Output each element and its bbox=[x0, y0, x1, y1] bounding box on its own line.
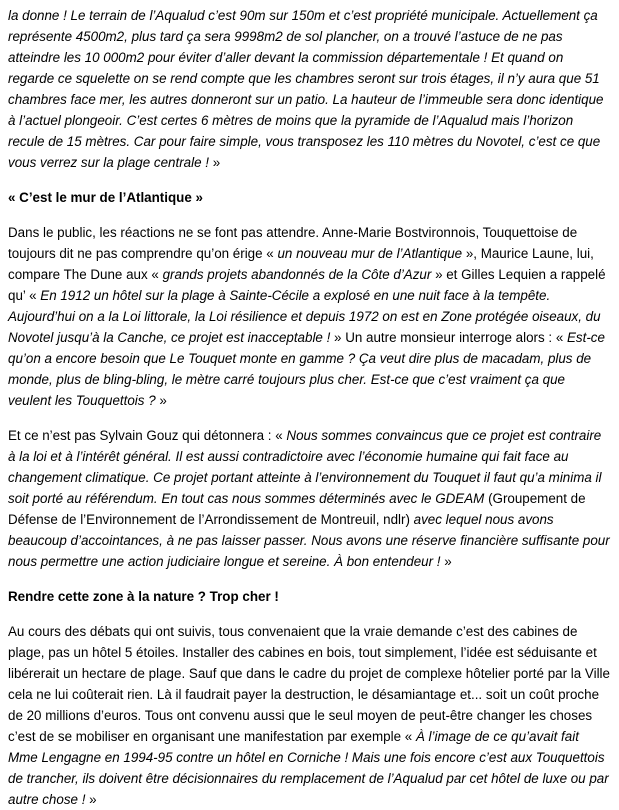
section-heading-1: « C’est le mur de l’Atlantique » bbox=[8, 190, 203, 205]
quote-text: En 1912 un hôtel sur la plage à Sainte-Cécile a explosé en une nuit face à la tempête. Aujourd’hui on a la Loi littorale, la Loi résilience et depuis 1972 on est en Zone protégée oiseaux, du Novotel jusqu’à la Canche, ce projet est inacceptable ! bbox=[8, 288, 601, 345]
paragraph-4 bbox=[8, 621, 611, 810]
text-span: » bbox=[155, 393, 167, 408]
paragraph-2 bbox=[8, 222, 611, 411]
section-heading-2: Rendre cette zone à la nature ? Trop cher ! bbox=[8, 589, 279, 604]
quote-text: grands projets abandonnés de la Côte d’Azur bbox=[162, 267, 432, 282]
paragraph-1 bbox=[8, 5, 611, 173]
quote-text: À l’image de ce qu’avait fait Mme Lengagne en 1994-95 contre un hôtel en Corniche ! Mais une fois encore c’est aux Touquettois de trancher, ils doivent être décisionnaires du remplacement de l’Aqualud par cet hôtel de luxe ou par autre chose ! bbox=[8, 729, 609, 807]
quote-close: » bbox=[208, 155, 221, 170]
quote-text: Est-ce qu’on a encore besoin que Le Touquet monte en gamme ? Ça veut dire plus de macadam, plus de monde, plus de bling-bling, le mètre carré toujours plus cher. Est-ce que c’est vraiment ça que veulent les Touquettois ? bbox=[8, 330, 605, 408]
quote-text: avec lequel nous avons beaucoup d’accointances, à ne pas laisser passer. Nous avons une réserve financière suffisante pour nous permettre une action judiciaire longue et sereine. À bon entendeur ! bbox=[8, 512, 610, 569]
text-span: » et Gilles Lequien a rappelé qu’ « bbox=[8, 267, 606, 303]
text-span: » bbox=[85, 792, 97, 807]
text-span: Et ce n’est pas Sylvain Gouz qui détonnera : « bbox=[8, 428, 287, 443]
text-span: Dans le public, les réactions ne se font pas attendre. Anne-Marie Bostvironnois, Touquettoise de toujours dit ne pas comprendre qu’on érige « bbox=[8, 225, 578, 261]
quote-text: la donne ! Le terrain de l’Aqualud c’est 90m sur 150m et c’est propriété municipale. Actuellement ça représente 4500m2, plus tard ça sera 9998m2 de sol plancher, on a trouvé l’astuce de ne pas atteindre les 10 000m2 pour éviter d’aller devant la commission départementale ! Et quand on regarde ce squelette on se rend compte que les chambres seront sur trois étages, il n’y aura que 51 chambres face mer, les autres donneront sur un patio. La hauteur de l’immeuble sera donc identique à l’actuel plongeoir. C’est certes 6 mètres de moins que la pyramide de l’Aqualud mais l’horizon recule de 15 mètres. Car pour faire simple, vous transposez les 110 mètres du Novotel, c’est ce que vous verrez sur la plage centrale ! bbox=[8, 8, 604, 170]
text-span: », Maurice Laune, lui, compare The Dune aux « bbox=[8, 246, 594, 282]
text-span: (Groupement de Défense de l’Environnement de l’Arrondissement de Montreuil, ndlr) bbox=[8, 491, 586, 527]
text-span: » Un autre monsieur interroge alors : « bbox=[330, 330, 567, 345]
quote-text: un nouveau mur de l’Atlantique bbox=[277, 246, 463, 261]
paragraph-3 bbox=[8, 425, 611, 572]
quote-text: Nous sommes convaincus que ce projet est contraire à la loi et à l’intérêt général. Il est aussi contradictoire avec l’économie humaine qui fait face au changement climatique. Ce projet portant atteinte à l’environnement du Touquet il faut qu’a minima il soit porté au référendum. En tout cas nous sommes déterminés avec le GDEAM bbox=[8, 428, 602, 506]
text-span: » bbox=[440, 554, 452, 569]
text-span: Au cours des débats qui ont suivis, tous convenaient que la vraie demande c’est des cabines de plage, pas un hôtel 5 étoiles. Installer des cabines en bois, tout simplement, l’idée est séduisante et libérerait un hectare de plage. Sauf que dans le cadre du projet de complexe hôtelier porté par la Ville cela ne lui coûterait rien. Là il faudrait payer la destruction, le désamiantage et... soit un coût proche de 20 millions d’euros. Tous ont convenu aussi que le seul moyen de peut-être changer les choses c’est de se mobiliser en organisant une manifestation par exemple « bbox=[8, 624, 610, 744]
